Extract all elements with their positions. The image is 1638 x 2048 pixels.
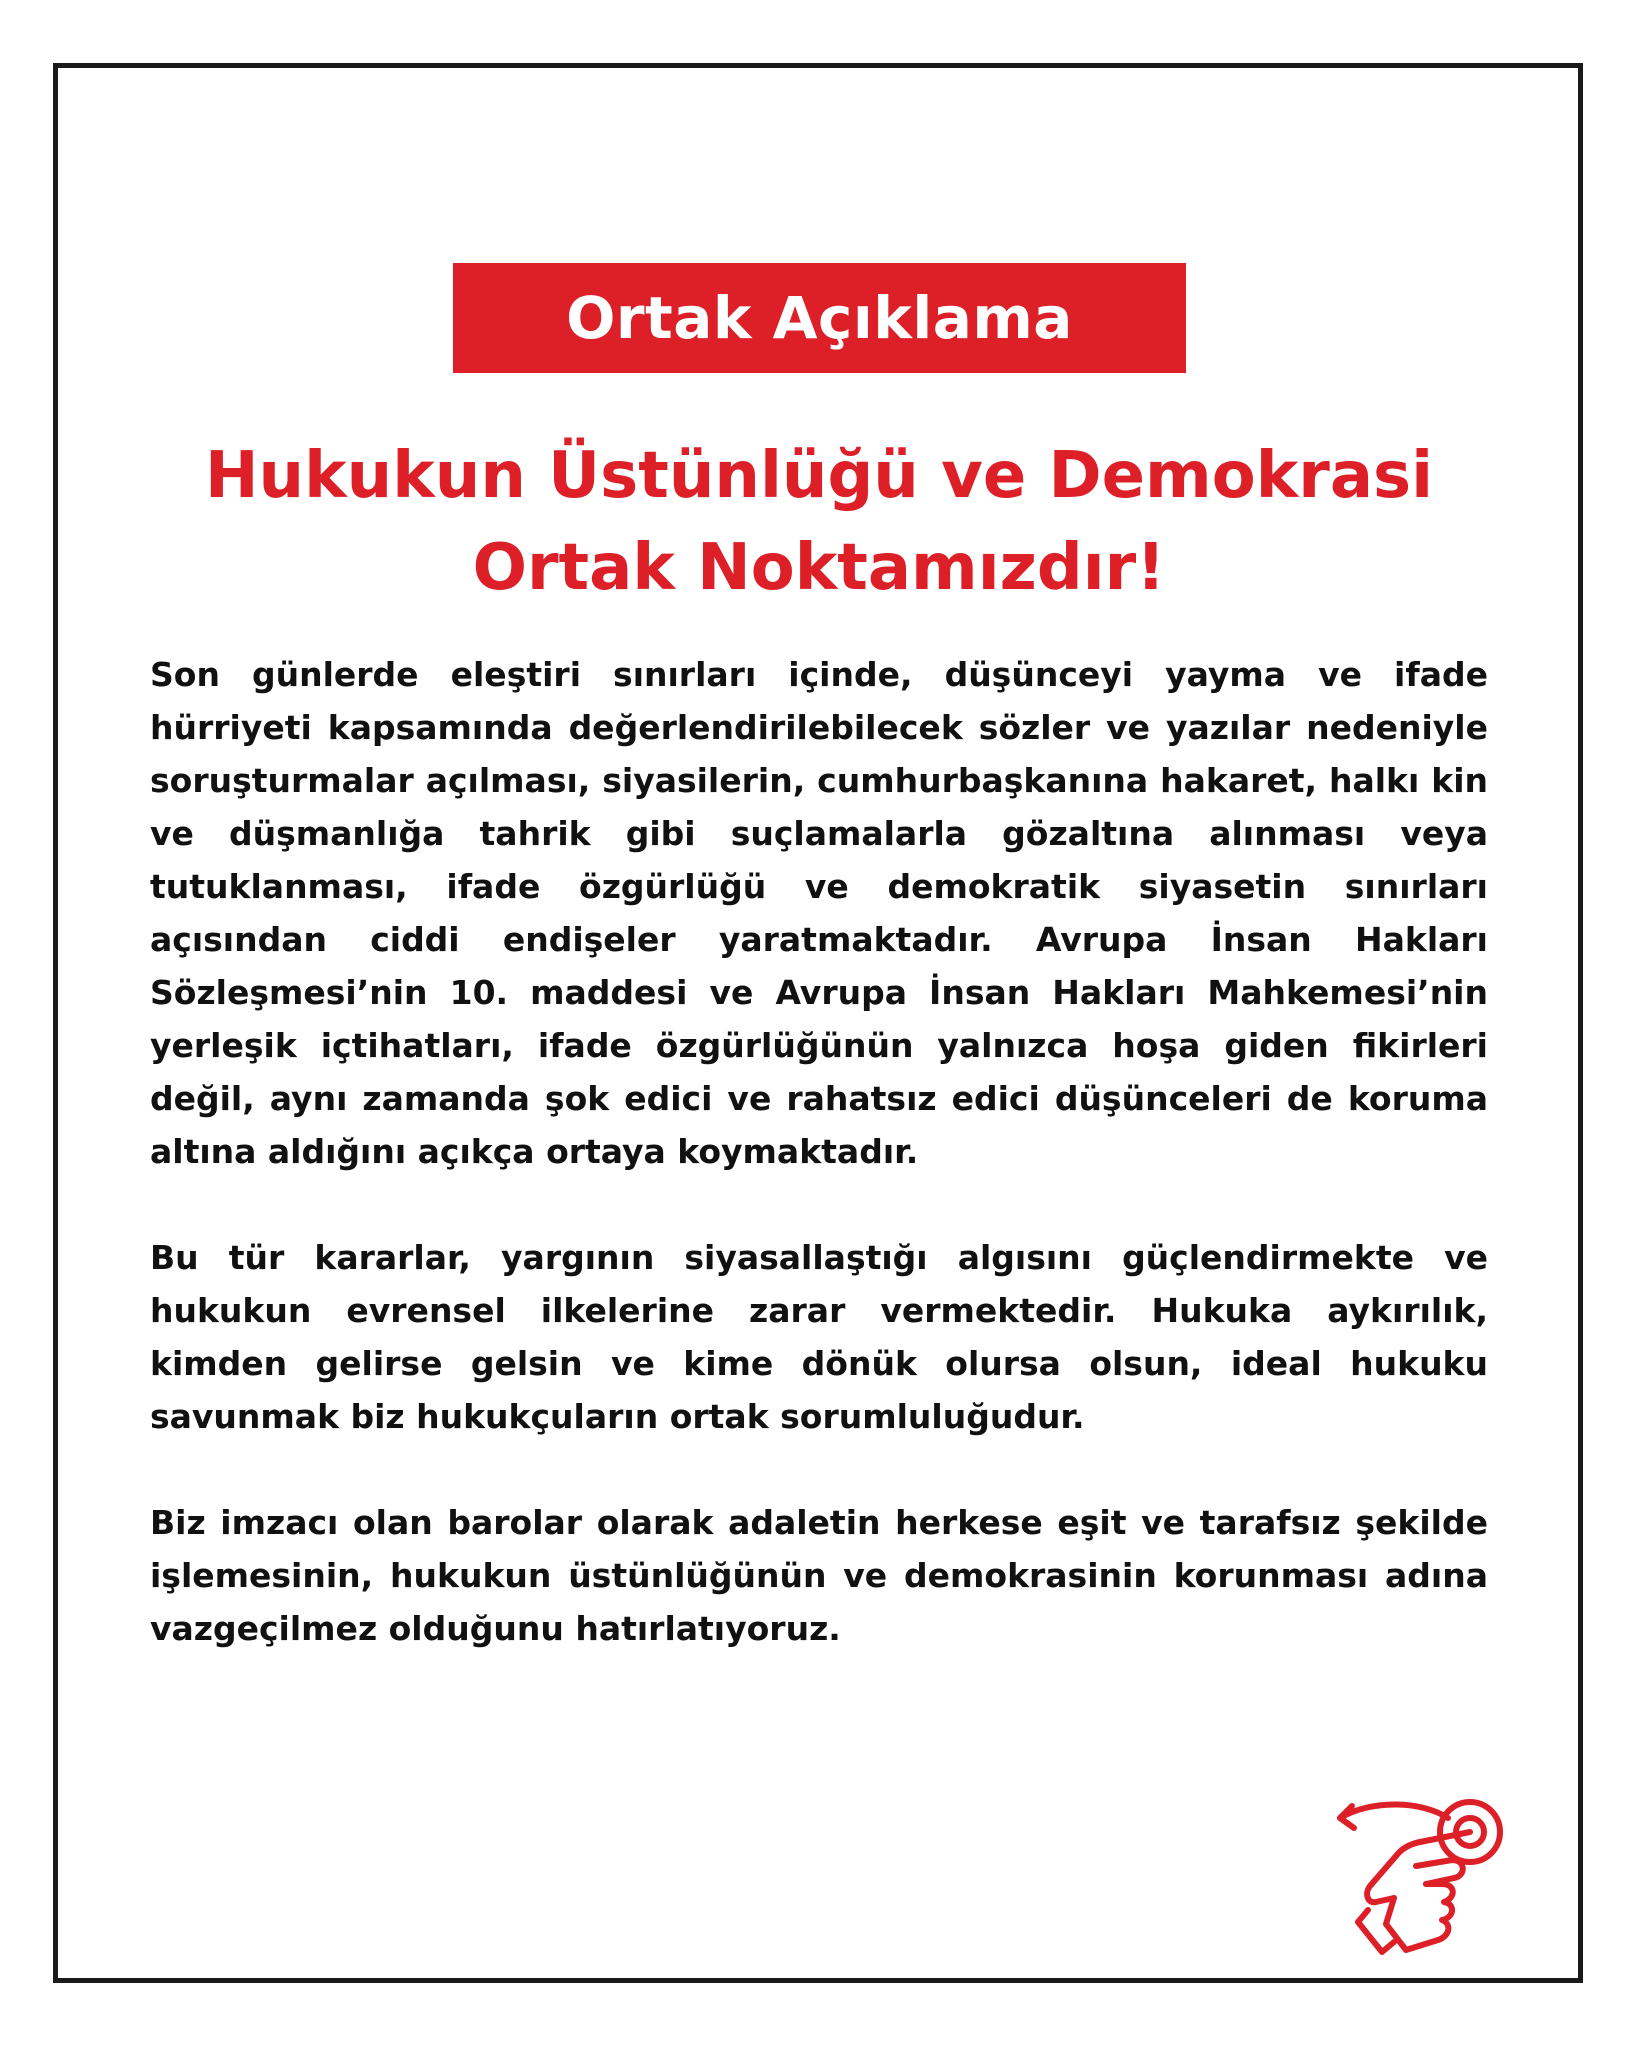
badge-label: Ortak Açıklama bbox=[566, 284, 1073, 352]
statement-body bbox=[150, 648, 1488, 1655]
swipe-left-hand-icon bbox=[1330, 1790, 1510, 1960]
paragraph-3: Biz imzacı olan barolar olarak adaletin herkese eşit ve tarafsız şekilde işlemesinin, hukukun üstünlüğünün ve demokrasinin korunması adına vazgeçilmez olduğunu hatırlatıyoruz. bbox=[150, 1503, 1488, 1648]
headline-line-1: Hukukun Üstünlüğü ve Demokrasi bbox=[204, 439, 1434, 513]
headline-line-2: Ortak Noktamızdır! bbox=[472, 531, 1166, 605]
paragraph-2: Bu tür kararlar, yargının siyasallaştığı algısını güçlendirmekte ve hukukun evrensel ilkelerine zarar vermektedir. Hukuka aykırılık, kimden gelirse gelsin ve kime dönük olursa olsun, ideal hukuku savunmak biz hukukçuların ortak sorumluluğudur. bbox=[150, 1238, 1488, 1436]
headline bbox=[120, 430, 1518, 614]
paragraph-1: Son günlerde eleştiri sınırları içinde, düşünceyi yayma ve ifade hürriyeti kapsamında değerlendirilebilecek sözler ve yazılar nedeniyle soruşturmalar açılması, siyasilerin, cumhurbaşkanına hakaret, halkı kin ve düşmanlığa tahrik gibi suçlamalarla gözaltına alınması veya tutuklanması, ifade özgürlüğü ve demokratik siyasetin sınırları açısından ciddi endişeler yaratmaktadır. Avrupa İnsan Hakları Sözleşmesi’nin 10. maddesi ve Avrupa İnsan Hakları Mahkemesi’nin yerleşik içtihatları, ifade özgürlüğünün yalnızca hoşa giden fikirleri değil, aynı zamanda şok edici ve rahatsız edici düşünceleri de koruma altına aldığını açıkça ortaya koymaktadır. bbox=[150, 655, 1488, 1171]
title-badge bbox=[453, 263, 1186, 373]
